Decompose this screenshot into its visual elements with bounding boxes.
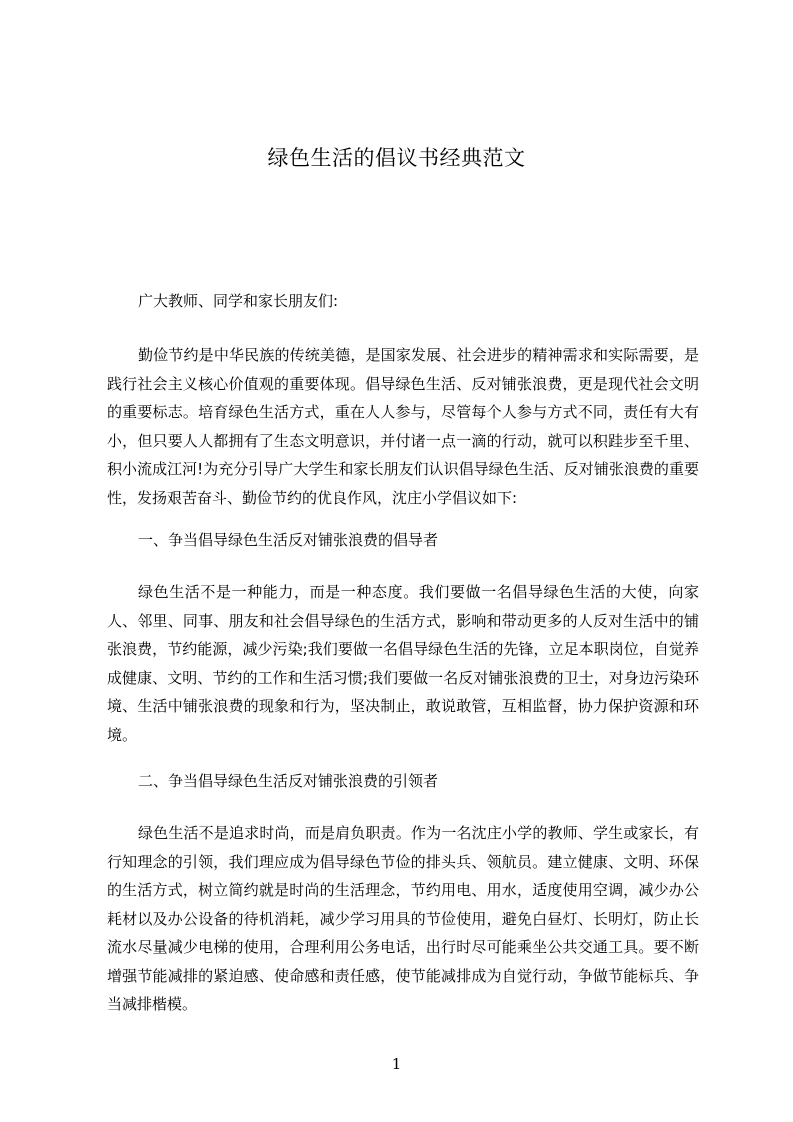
document-title: 绿色生活的倡议书经典范文 <box>267 146 526 170</box>
section-2-heading: 二、争当倡导绿色生活反对铺张浪费的引领者 <box>138 772 439 790</box>
intro-paragraph: 勤俭节约是中华民族的传统美德，是国家发展、社会进步的精神需求和实际需要，是践行社会主义核心价值观的重要体现。倡导绿色生活、反对铺张浪费，更是现代社会文明的重要标志。培育绿色生活方式，重在人人参与，尽管每个人参与方式不同，责任有大有小，但只要人人都拥有了生态文明意识，并付诸一点一滴的行动，就可以积跬步至千里、积小流成江河!为充分引导广大学生和家长朋友们认识倡导绿色生活、反对铺张浪费的重要性，发扬艰苦奋斗、勤俭节约的优良作风，沈庄小学倡议如下: <box>107 346 699 507</box>
salutation: 广大教师、同学和家长朋友们: <box>138 292 339 310</box>
section-1-paragraph: 绿色生活不是一种能力，而是一种态度。我们要做一名倡导绿色生活的大使，向家人、邻里、同事、朋友和社会倡导绿色的生活方式，影响和带动更多的人反对生活中的铺张浪费，节约能源，减少污染;我们要做一名倡导绿色生活的先锋，立足本职岗位，自觉养成健康、文明、节约的工作和生活习惯;我们要做一名反对铺张浪费的卫士，对身边污染环境、生活中铺张浪费的现象和行为，坚决制止，敢说敢管，互相监督，协力保护资源和环境。 <box>107 583 699 744</box>
section-1-heading: 一、争当倡导绿色生活反对铺张浪费的倡导者 <box>138 531 439 549</box>
section-2-paragraph: 绿色生活不是追求时尚，而是肩负职责。作为一名沈庄小学的教师、学生或家长，有行知理念的引领，我们理应成为倡导绿色节俭的排头兵、领航员。建立健康、文明、环保的生活方式，树立简约就是时尚的生活理念，节约用电、用水，适度使用空调，减少办公耗材以及办公设备的待机消耗，减少学习用具的节俭使用，避免白昼灯、长明灯，防止长流水尽量减少电梯的使用，合理利用公务电话，出行时尽可能乘坐公共交通工具。要不断增强节能减排的紧迫感、使命感和责任感，使节能减排成为自觉行动，争做节能标兵、争当减排楷模。 <box>107 824 699 1013</box>
page-number: 1 <box>391 1055 402 1073</box>
